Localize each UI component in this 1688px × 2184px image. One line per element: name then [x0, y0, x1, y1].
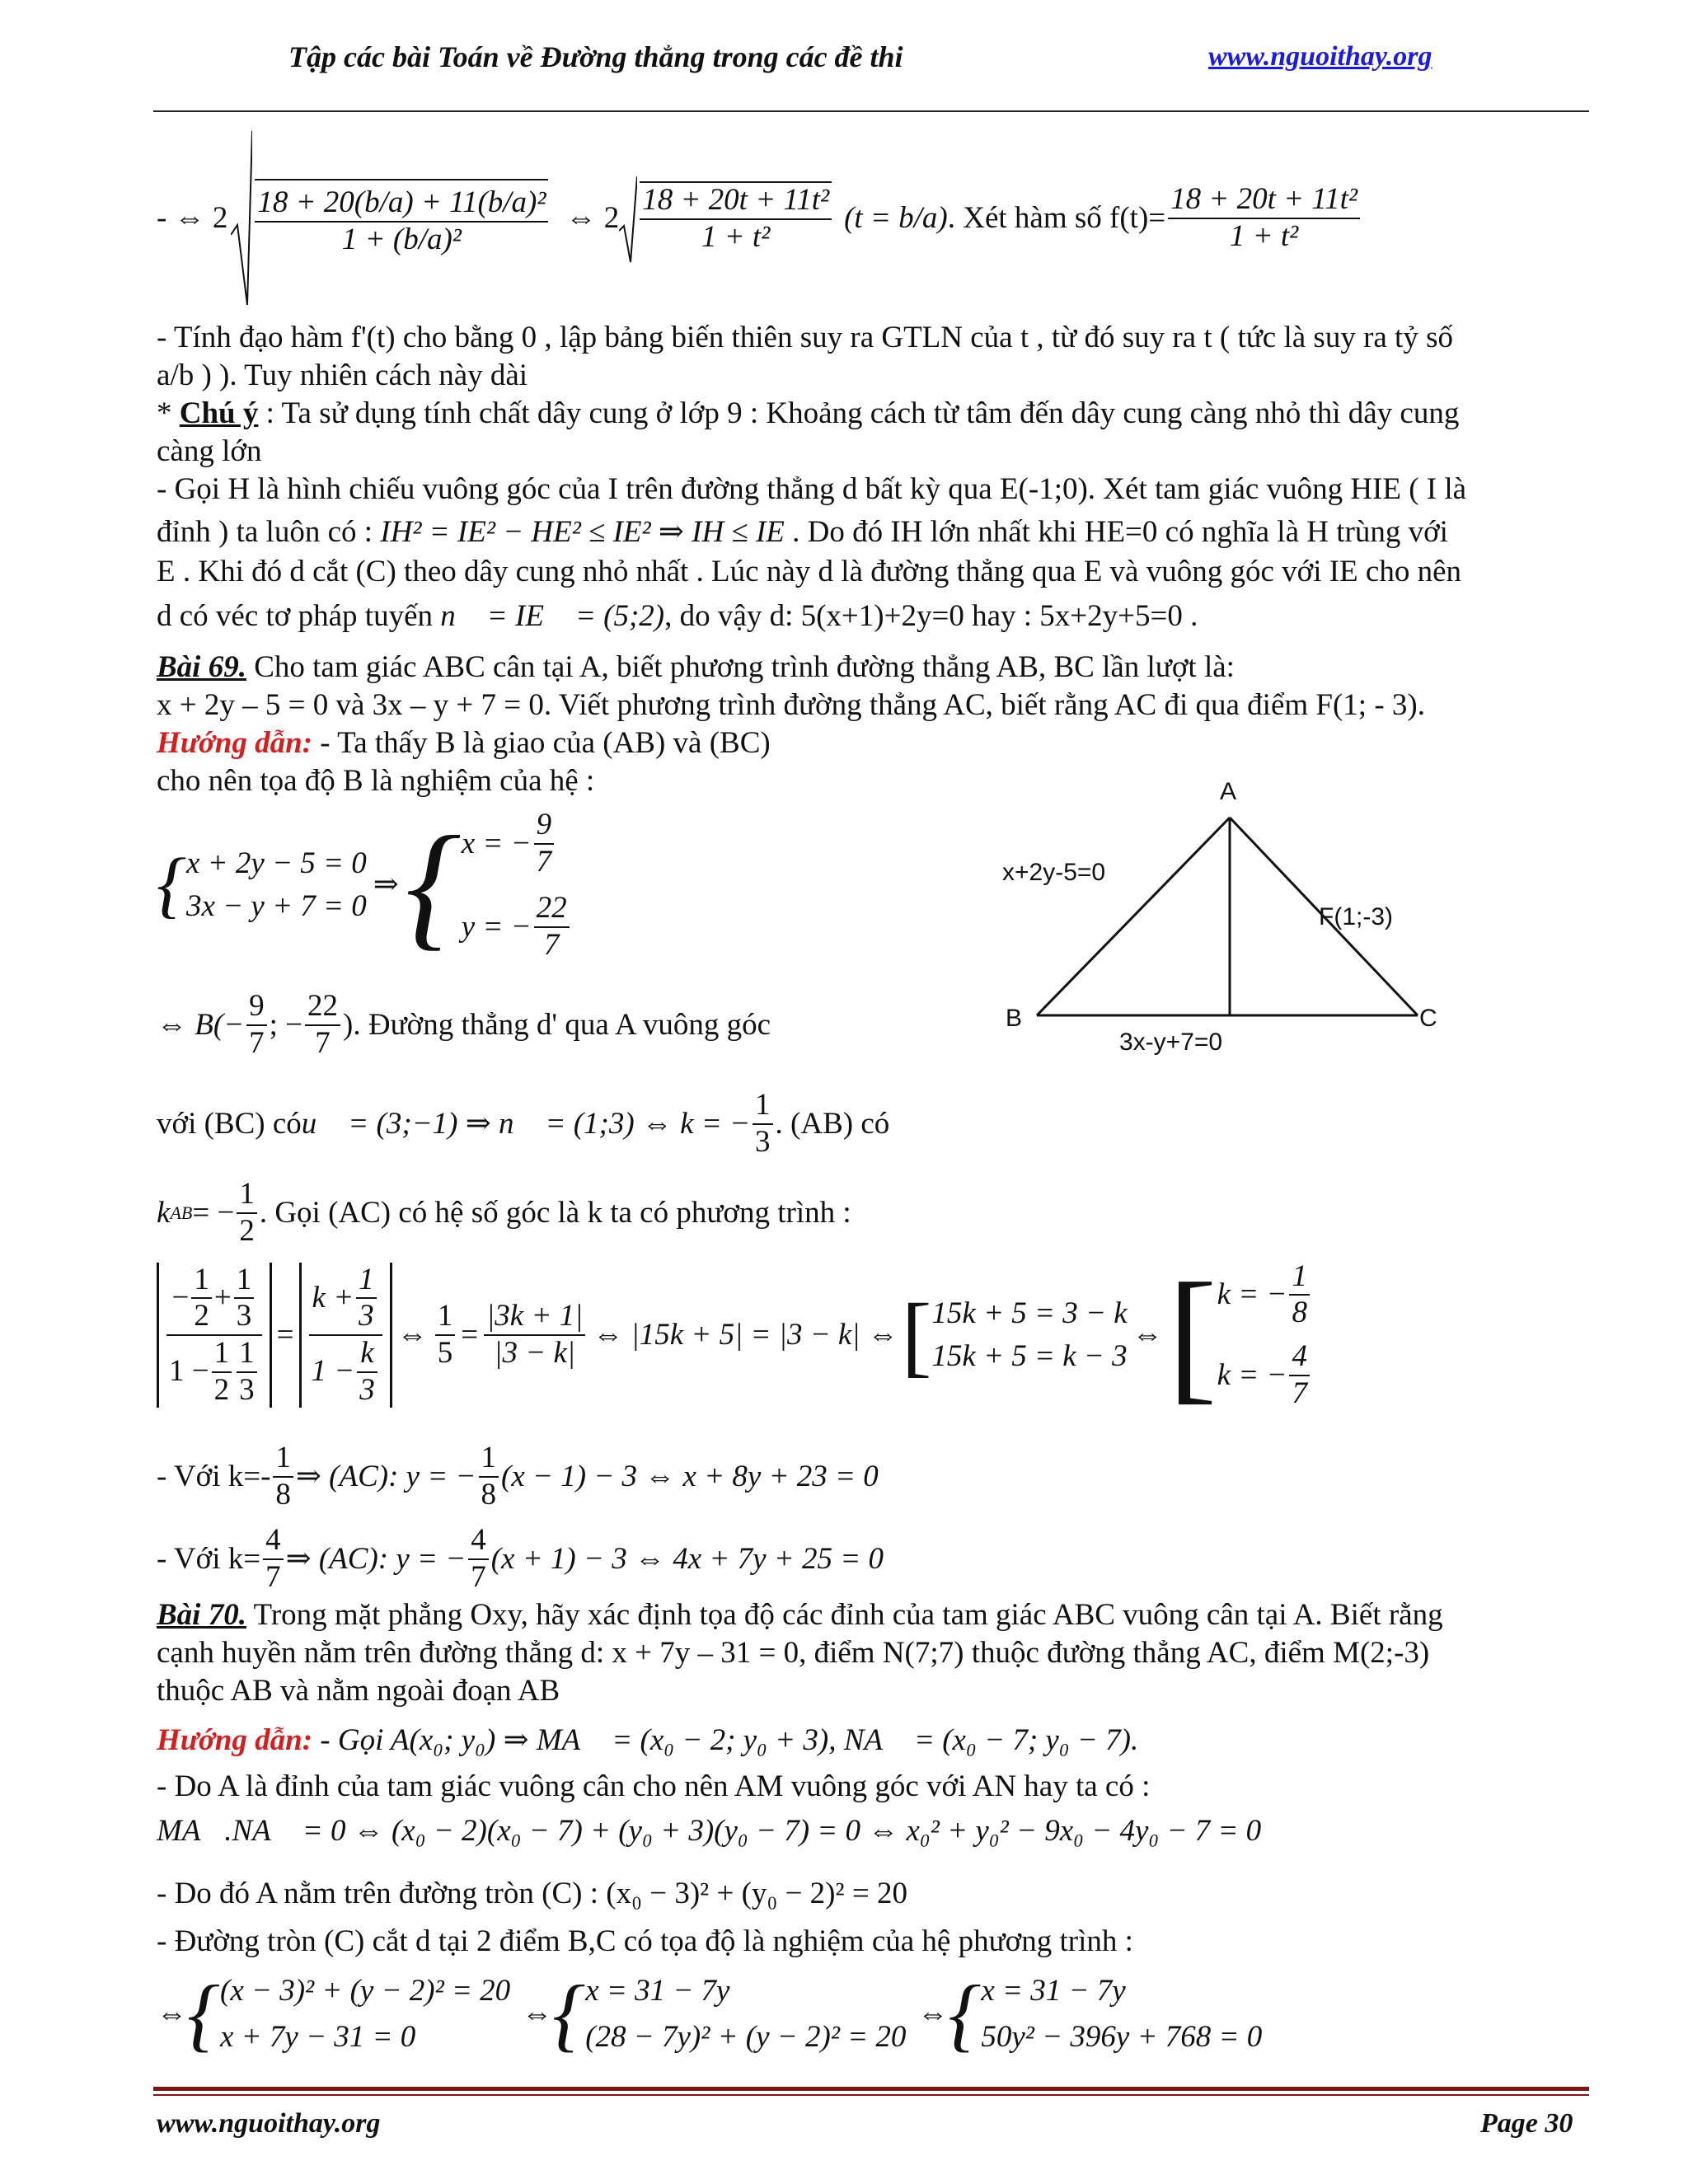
angle-fraction-left: − $\frac{1}{2}$ + $\frac{1}{3}$ 1 − $\frac{1}{2}$ $\frac{1}{3}$: [166, 1263, 262, 1408]
sqrt-symbol: [231, 128, 252, 309]
exercise-69-heading: [157, 649, 1235, 686]
text-segment: d có véc tơ pháp tuyến: [157, 599, 441, 633]
iff: ⇔: [157, 1997, 187, 2031]
page-number: Page 30: [1480, 2108, 1573, 2139]
text-segment: đỉnh ) ta luôn có :: [157, 515, 381, 549]
exercise-text: Cho tam giác ABC cân tại A, biết phương trình đường thẳng AB, BC lần lượt là:: [246, 650, 1235, 684]
equation: x = 31 − 7y: [981, 1974, 1126, 2008]
fraction-numerator: 1: [273, 1441, 293, 1478]
left-brace: {: [405, 808, 462, 963]
eq-iff: ⇔ 2: [565, 201, 620, 235]
system-of-equations-b: [157, 808, 572, 963]
equation: k = −: [1217, 1357, 1287, 1392]
fraction-numerator: 1: [753, 1088, 773, 1125]
vertex-b-label: B: [1006, 1005, 1023, 1032]
math-inline: ⇒ (AC): y = −: [285, 1541, 467, 1576]
footer-website-link[interactable]: www.nguoithay.org: [157, 2108, 381, 2139]
fraction-denominator: 2: [213, 1372, 230, 1407]
left-brace: {: [948, 1968, 982, 2060]
equation: y = −: [461, 909, 532, 944]
fraction-numerator: 1: [1289, 1259, 1310, 1296]
fraction-denominator: 3: [359, 1372, 375, 1407]
k-solutions: [1217, 1259, 1312, 1411]
iff: ⇔: [522, 1997, 553, 2031]
note-text: : Ta sử dụng tính chất dây cung ở lớp 9 : Khoảng cách từ tâm đến dây cung càng nhỏ thì dây cung: [258, 396, 1460, 430]
system-lines: [186, 842, 367, 928]
exercise-label: Bài 69.: [157, 650, 246, 684]
text-segment: - Với k=: [157, 1541, 261, 1576]
equation: k = −: [1217, 1277, 1287, 1312]
text-line: cho nên tọa độ B là nghiệm của hệ :: [157, 764, 595, 798]
text-line: - Đường tròn (C) cắt d tại 2 điểm B,C có tọa độ là nghiệm của hệ phương trình :: [157, 1924, 1133, 1958]
normal-vector-line: [157, 1088, 889, 1160]
fraction-numerator: 4: [468, 1523, 489, 1560]
equation: (28 − 7y)² + (y − 2)² = 20: [585, 2020, 907, 2054]
equation: x = −: [461, 826, 532, 860]
sqrt-fraction-1: [255, 179, 548, 257]
t-definition: (t = b/a): [844, 201, 948, 235]
text-line: - Do A là đỉnh của tam giác vuông cân cho nên AM vuông góc với AN hay ta có :: [157, 1769, 1151, 1803]
fraction-denominator: 3: [239, 1372, 255, 1407]
fraction-numerator: 22: [534, 891, 570, 928]
fraction-denominator: 7: [265, 1559, 281, 1594]
fraction-numerator: 1: [479, 1441, 499, 1478]
equation: x + 2y − 5 = 0: [186, 846, 367, 881]
guide-text: - Ta thấy B là giao của (AB) và (BC): [312, 726, 771, 760]
fraction-numerator: 1: [212, 1336, 232, 1373]
guide-text: - Gọi A(x₀; y₀) ⇒ MA⃗ = (x₀ − 2; y₀ + 3), NA⃗ = (x₀ − 7; y₀ − 7).: [312, 1723, 1139, 1757]
system-lines: [931, 1292, 1127, 1378]
fraction-numerator: 1: [356, 1263, 377, 1300]
note-label: Chú ý: [179, 396, 259, 430]
text-segment: 1 −: [311, 1354, 355, 1389]
line-ab-equation: x+2y-5=0: [1002, 859, 1106, 886]
fraction-numerator: 1: [435, 1299, 456, 1336]
case-k1-line: [157, 1441, 879, 1512]
note-line: [157, 396, 1459, 432]
note-star: *: [157, 396, 180, 430]
text-segment: ). Đường thẳng d' qua A vuông góc: [343, 1007, 771, 1042]
sqrt-fraction-2: [640, 181, 832, 255]
left-brace: {: [552, 1968, 586, 2060]
fraction-numerator: 9: [246, 989, 267, 1026]
math-inline: n⃗ = IE⃗ = (5;2): [440, 599, 665, 633]
math-inline: (x + 1) − 3 ⇔ 4x + 7y + 25 = 0: [490, 1541, 884, 1576]
equation: 15k + 5 = 3 − k: [931, 1296, 1128, 1330]
math-inline: ⇒ (AC): y = −: [295, 1459, 476, 1493]
left-brace: {: [157, 844, 186, 926]
math-inline: = −: [192, 1195, 235, 1230]
eq-prefix: - ⇔ 2: [157, 201, 228, 235]
fraction-denominator: |3 − k|: [494, 1336, 576, 1370]
equation: 3x − y + 7 = 0: [186, 889, 367, 924]
iff: ⇔: [917, 1997, 949, 2031]
fraction-numerator: 9: [534, 808, 555, 845]
guide-label: Hướng dẫn:: [157, 726, 313, 760]
point-b-line: [157, 989, 771, 1061]
equation: x = 31 − 7y: [585, 1974, 730, 2008]
text-segment: k +: [312, 1281, 354, 1315]
fraction-denominator: 8: [481, 1477, 497, 1511]
left-brace: {: [187, 1968, 220, 2060]
fraction-numerator: 4: [263, 1523, 284, 1560]
system-lines: [981, 1968, 1262, 2060]
fraction-denominator: 7: [249, 1025, 265, 1060]
line-bc-equation: 3x-y+7=0: [1119, 1029, 1223, 1056]
math-inline: ⇔ |15k + 5| = |3 − k| ⇔: [593, 1318, 898, 1352]
header-divider: [153, 110, 1589, 112]
equation: (x − 3)² + (y − 2)² = 20: [220, 1974, 511, 2008]
fraction-numerator: |3k + 1|: [484, 1299, 585, 1336]
footer-divider: [153, 2087, 1589, 2091]
math-inline: k: [157, 1195, 171, 1230]
guide-line: [157, 1722, 1138, 1759]
text-line: cạnh huyền nằm trên đường thẳng d: x + 7y – 31 = 0, điểm N(7;7) thuộc đường thẳng AC, điểm M(2;-3): [157, 1636, 1430, 1670]
exercise-text: Trong mặt phẳng Oxy, hãy xác định tọa độ các đỉnh của tam giác ABC vuông cân tại A. Biết rằng: [246, 1598, 1443, 1632]
fraction-numerator: 1: [191, 1263, 212, 1300]
exercise-70-heading: [157, 1597, 1443, 1633]
sqrt-symbol: [619, 173, 637, 264]
page-header-title: Tập các bài Toán về Đường thẳng trong các đề thi: [288, 40, 903, 73]
vertex-c-label: C: [1419, 1005, 1437, 1032]
header-website-link[interactable]: www.nguoithay.org: [1208, 41, 1432, 72]
equation: 15k + 5 = k − 3: [931, 1339, 1128, 1373]
fraction-denominator: 3: [236, 1299, 252, 1333]
fraction-numerator: 4: [1289, 1339, 1310, 1376]
text-segment: . (AB) có: [775, 1106, 890, 1141]
fraction-denominator: 5: [437, 1336, 453, 1370]
ft-fraction: [1168, 182, 1360, 254]
math-inline: u⃗ = (3;−1) ⇒ n⃗ = (1;3) ⇔ k = −: [301, 1106, 751, 1141]
fraction-denominator: 7: [315, 1025, 331, 1060]
left-bracket: [: [1167, 1253, 1217, 1417]
equation: x + 7y − 31 = 0: [220, 2020, 416, 2054]
absolute-value: [157, 1263, 272, 1408]
fraction-denominator: 2: [239, 1213, 255, 1248]
implies: ⇒: [373, 868, 399, 902]
t-def-text: t = b/a: [854, 201, 938, 235]
fraction-denominator: 7: [471, 1559, 486, 1594]
kab-line: [157, 1177, 851, 1249]
fraction-denominator: 2: [194, 1299, 209, 1333]
fraction-numerator: 18 + 20(b/a) + 11(b/a)²: [255, 185, 548, 223]
text-segment: 1 −: [169, 1354, 209, 1389]
footer-divider: [153, 2094, 1589, 2096]
fraction-denominator: 1 + (b/a)²: [341, 223, 462, 256]
fraction-denominator: 7: [543, 927, 560, 962]
fraction-denominator: 1 + t²: [701, 220, 771, 254]
angle-equation-line: − $\frac{1}{2}$ + $\frac{1}{3}$ 1 − $\frac{1}{2}$ $\frac{1}{3}$ = k + $\frac{1}{3}$ 1 − $\frac{k}{3}$ ⇔ $\frac{1}{5}$ = $\frac{|3k + 1|}{|3 - k|}$ ⇔ |15k + 5| = |3 − k| ⇔ [ 15k + 5 = 3 − k 15k + 5 = k − 3 ⇔ [ k = − $\frac{1}{8}$ k = − $\frac{4}{7}$: [157, 1253, 1312, 1418]
text-line: - Gọi H là hình chiếu vuông góc của I trên đường thẳng d bất kỳ qua E(-1;0). Xét tam giác vuông HIE ( I là: [157, 472, 1467, 506]
fraction-numerator: 1: [234, 1263, 255, 1300]
triangle-figure: [989, 775, 1451, 1071]
text-segment: . Do đó IH lớn nhất khi HE=0 có nghĩa là H trùng với: [784, 515, 1448, 549]
fraction-numerator: 1: [237, 1177, 257, 1214]
text-segment: - Với k=-: [157, 1459, 271, 1493]
exercise-label: Bài 70.: [157, 1598, 246, 1632]
fraction-denominator: 8: [275, 1477, 291, 1511]
fraction-denominator: 7: [1292, 1376, 1307, 1410]
fraction-denominator: 8: [1292, 1296, 1307, 1330]
subscript: AB: [170, 1202, 193, 1223]
text-segment: với (BC) có: [157, 1106, 302, 1141]
text-segment: , do vậy d: 5(x+1)+2y=0 hay : 5x+2y+5=0 .: [664, 599, 1198, 633]
fraction-numerator: 1: [237, 1336, 257, 1373]
fraction-denominator: 7: [536, 844, 552, 879]
text-line: E . Khi đó d cắt (C) theo dây cung nhỏ nhất . Lúc này d là đường thẳng qua E và vuông góc với IE cho nên: [157, 555, 1461, 588]
math-inline: ⇔ B(−: [157, 1007, 245, 1042]
solution-lines: [462, 808, 572, 963]
fraction-denominator: 3: [755, 1124, 771, 1159]
system-lines: [585, 1968, 906, 2060]
sqrt-equation-line: [157, 124, 1362, 313]
math-inline: (x − 1) − 3 ⇔ x + 8y + 23 = 0: [501, 1459, 879, 1493]
absolute-value: [299, 1263, 392, 1408]
text-line: [157, 598, 1198, 635]
left-bracket: [: [901, 1285, 932, 1385]
fraction-numerator: 18 + 20t + 11t²: [640, 183, 832, 220]
point-f-label: F(1;-3): [1319, 903, 1393, 930]
side-ab: [1037, 818, 1230, 1015]
text-segment: . Gọi (AC) có hệ số góc là k ta có phương trình :: [259, 1195, 851, 1230]
fraction-numerator: 18 + 20t + 11t²: [1168, 182, 1360, 219]
angle-fraction-right: k + $\frac{1}{3}$ 1 − $\frac{k}{3}$: [309, 1263, 382, 1408]
case-k2-line: [157, 1523, 884, 1595]
text-line: a/b ) ). Tuy nhiên cách này dài: [157, 359, 528, 392]
vertex-a-label: A: [1220, 778, 1237, 805]
guide-label: Hướng dẫn:: [157, 1723, 313, 1757]
text-line: MA⃗.NA⃗ = 0 ⇔ (x₀ − 2)(x₀ − 7) + (y₀ + 3)(y₀ − 7) = 0 ⇔ x₀² + y₀² − 9x₀ − 4y₀ − 7 = 0: [157, 1814, 1262, 1848]
guide-line: [157, 725, 771, 762]
text-line: - Tính đạo hàm f'(t) cho bằng 0 , lập bảng biến thiên suy ra GTLN của t , từ đó suy ra t ( tức là suy ra tỷ số: [157, 321, 1453, 354]
equation: 50y² − 396y + 768 = 0: [981, 2020, 1263, 2054]
text-line: thuộc AB và nằm ngoài đoạn AB: [157, 1674, 560, 1708]
text-line: - Do đó A nằm trên đường tròn (C) : (x₀ − 3)² + (y₀ − 2)² = 20: [157, 1877, 907, 1910]
math-inline: IH² = IE² − HE² ≤ IE² ⇒ IH ≤ IE: [380, 515, 785, 549]
fraction-denominator: 1 + t²: [1229, 219, 1299, 253]
text-line: càng lớn: [157, 434, 262, 468]
math-inline: ; −: [269, 1007, 303, 1042]
eq-text: . Xét hàm số f(t)=: [947, 201, 1166, 235]
fraction-denominator: 3: [359, 1299, 374, 1333]
fraction-numerator: 22: [305, 989, 340, 1026]
text-line: x + 2y – 5 = 0 và 3x – y + 7 = 0. Viết phương trình đường thẳng AC, biết rằng AC đi qua điểm F(1; - 3).: [157, 688, 1425, 722]
system-bc-line: [157, 1968, 1262, 2060]
system-lines: [220, 1968, 510, 2060]
text-line: [157, 514, 1448, 551]
